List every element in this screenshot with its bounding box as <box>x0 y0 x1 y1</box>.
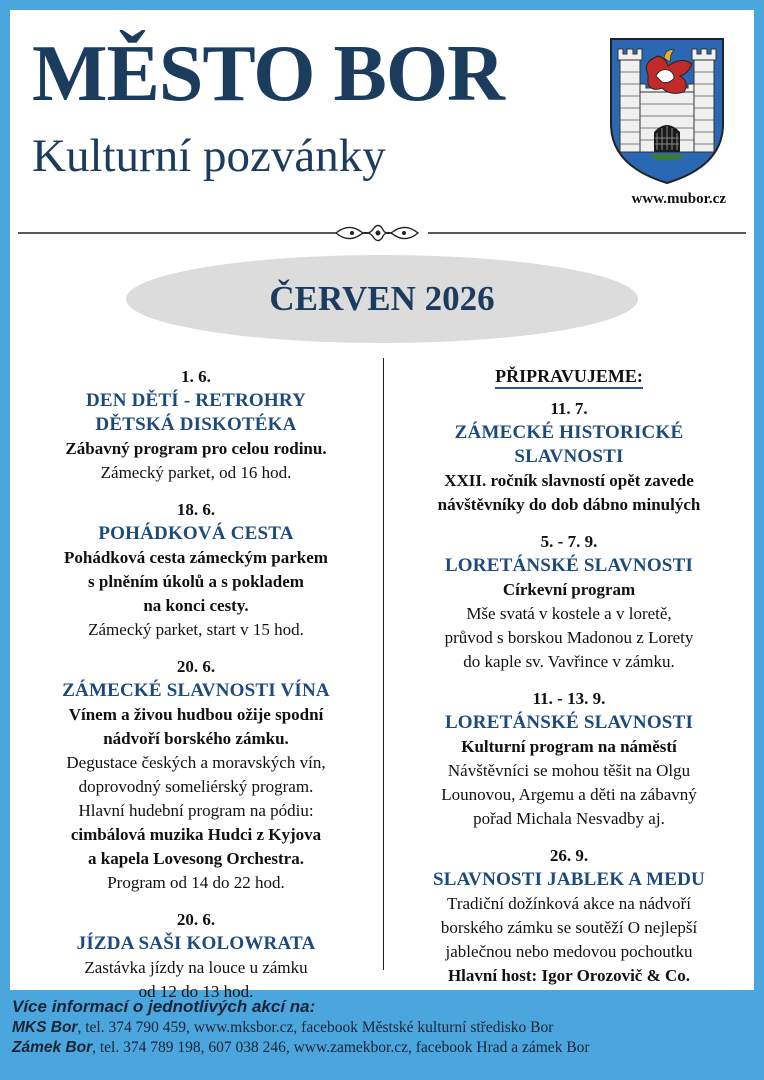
event-title: LORETÁNSKÉ SLAVNOSTI <box>444 712 694 733</box>
event-description: na konci cesty. <box>143 596 249 615</box>
event-description: Zábavný program pro celou rodinu. <box>65 439 327 458</box>
event-description: borského zámku se soutěží O nejlepší <box>440 918 698 937</box>
event-item <box>392 687 746 831</box>
event-item <box>18 498 374 642</box>
event-item <box>18 365 374 485</box>
event-description: XXII. ročník slavností opět zavede <box>444 471 694 490</box>
event-description: od 12 do 13 hod. <box>138 982 254 1001</box>
event-description: Vínem a živou hudbou ožije spodní <box>68 705 324 724</box>
event-description: průvod s borskou Madonou z Lorety <box>444 628 694 647</box>
event-date: 18. 6. <box>176 500 216 519</box>
event-description: Zámecký parket, start v 15 hod. <box>88 620 304 639</box>
event-title: POHÁDKOVÁ CESTA <box>98 523 294 544</box>
upcoming-label: PŘIPRAVUJEME: <box>495 365 643 389</box>
event-title: DEN DĚTÍ - RETROHRY <box>85 390 307 411</box>
event-date: 11. - 13. 9. <box>532 689 606 708</box>
poster-page <box>10 10 754 1001</box>
event-description: Pohádková cesta zámeckým parkem <box>64 548 328 567</box>
footer-heading: Více informací o jednotlivých akcí na: <box>12 997 316 1016</box>
event-description: Lounovou, Argemu a děti na zábavný <box>441 785 697 804</box>
event-title: SLAVNOSTI JABLEK A MEDU <box>433 869 705 890</box>
event-description: Zámecký parket, od 16 hod. <box>100 463 292 482</box>
event-title: JÍZDA SAŠI KOLOWRATA <box>76 933 316 954</box>
event-description: Zastávka jízdy na louce u zámku <box>84 958 308 977</box>
footer-mks-name: MKS Bor <box>12 1019 78 1036</box>
event-description: Kulturní program na náměstí <box>461 737 677 756</box>
event-item <box>392 397 746 517</box>
event-date: 20. 6. <box>176 910 216 929</box>
footer-contact-mks <box>12 1018 756 1038</box>
event-description: do kaple sv. Vavřince v zámku. <box>463 652 675 671</box>
upcoming-events-list <box>392 397 746 988</box>
event-title: SLAVNOSTI <box>514 446 624 467</box>
footer <box>12 996 756 1058</box>
event-description: Návštěvníci se mohou těšit na Olgu <box>447 761 691 780</box>
event-date: 20. 6. <box>176 657 216 676</box>
event-description: Církevní program <box>502 580 636 599</box>
event-title: ZÁMECKÉ SLAVNOSTI VÍNA <box>62 680 330 701</box>
event-title: ZÁMECKÉ HISTORICKÉ <box>454 422 684 443</box>
event-description: a kapela Lovesong Orchestra. <box>88 849 304 868</box>
event-description: návštěvníky do dob dábno minulých <box>437 495 701 514</box>
column-divider <box>383 358 384 970</box>
event-description: Program od 14 do 22 hod. <box>107 873 285 892</box>
event-date: 26. 9. <box>549 846 589 865</box>
event-description: pořad Michala Nesvadby aj. <box>473 809 665 828</box>
event-description: Degustace českých a moravských vín, <box>66 753 326 772</box>
website-url: www.mubor.cz <box>631 191 726 207</box>
event-description: Tradiční dožínková akce na nádvoří <box>447 894 691 913</box>
footer-zamek-details: , tel. 374 789 198, 607 038 246, www.zamekbor.cz, facebook Hrad a zámek Bor <box>92 1039 590 1056</box>
event-item <box>18 908 374 1004</box>
events-column-current <box>18 365 374 1017</box>
ornament-divider <box>18 222 746 244</box>
event-description: Hlavní host: Igor Orozovič & Co. <box>447 966 691 985</box>
event-title: DĚTSKÁ DISKOTÉKA <box>95 414 297 435</box>
page-title: MĚSTO BOR <box>32 30 504 118</box>
event-item <box>392 844 746 988</box>
event-item <box>18 655 374 895</box>
footer-mks-details: , tel. 374 790 459, www.mksbor.cz, facebook Městské kulturní středisko Bor <box>77 1019 554 1036</box>
month-title: ČERVEN 2026 <box>269 279 495 318</box>
event-description: Hlavní hudební program na pódiu: <box>78 801 314 820</box>
event-description: jablečnou nebo medovou pochoutku <box>445 942 693 961</box>
event-description: Mše svatá v kostele a v loretě, <box>466 604 672 623</box>
event-date: 1. 6. <box>181 367 211 386</box>
event-item <box>392 530 746 674</box>
event-date: 11. 7. <box>550 399 588 418</box>
event-description: doprovodný someliérský program. <box>78 777 314 796</box>
event-date: 5. - 7. 9. <box>540 532 598 551</box>
event-description: cimbálová muzika Hudci z Kyjova <box>70 825 322 844</box>
coat-of-arms-icon <box>608 36 726 186</box>
footer-zamek-name: Zámek Bor <box>12 1039 93 1056</box>
event-description: s plněním úkolů a s pokladem <box>88 572 304 591</box>
event-description: nádvoří borského zámku. <box>103 729 289 748</box>
footer-contact-zamek <box>12 1038 756 1058</box>
event-title: LORETÁNSKÉ SLAVNOSTI <box>444 555 694 576</box>
page-subtitle: Kulturní pozvánky <box>32 130 386 182</box>
events-column-upcoming <box>392 365 746 1001</box>
